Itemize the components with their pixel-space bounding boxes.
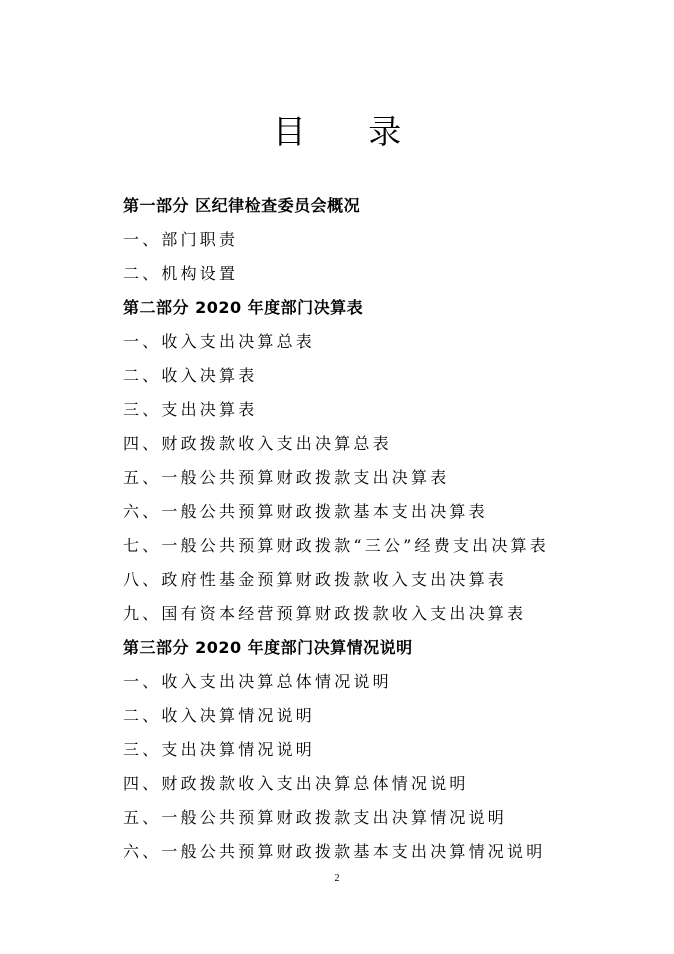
toc-item: 四、财政拨款收入支出决算总表 [123,434,392,453]
toc-item: 八、政府性基金预算财政拨款收入支出决算表 [123,570,508,589]
toc-item: 五、一般公共预算财政拨款支出决算情况说明 [123,808,508,827]
toc-item: 三、支出决算表 [123,400,258,419]
toc-item: 二、收入决算表 [123,366,258,385]
page-number: 2 [334,873,340,884]
toc-item: 一、收入支出决算总体情况说明 [123,672,392,691]
toc-item: 一、部门职责 [123,230,239,249]
toc-item: 二、收入决算情况说明 [123,706,316,725]
toc-item: 七、一般公共预算财政拨款“三公”经费支出决算表 [123,536,549,555]
table-of-contents [123,189,643,869]
toc-item: 一、收入支出决算总表 [123,332,316,351]
toc-part-heading: 第二部分 2020 年度部门决算表 [123,298,364,317]
toc-item: 五、一般公共预算财政拨款支出决算表 [123,468,450,487]
toc-item: 三、支出决算情况说明 [123,740,316,759]
toc-part-heading: 第一部分 区纪律检查委员会概况 [123,196,361,215]
page-title: 目 录 [272,112,428,151]
toc-item: 九、国有资本经营预算财政拨款收入支出决算表 [123,604,527,623]
toc-item: 四、财政拨款收入支出决算总体情况说明 [123,774,469,793]
toc-item: 六、一般公共预算财政拨款基本支出决算情况说明 [123,842,546,861]
toc-item: 二、机构设置 [123,264,239,283]
toc-item: 六、一般公共预算财政拨款基本支出决算表 [123,502,488,521]
toc-part-heading: 第三部分 2020 年度部门决算情况说明 [123,638,413,657]
